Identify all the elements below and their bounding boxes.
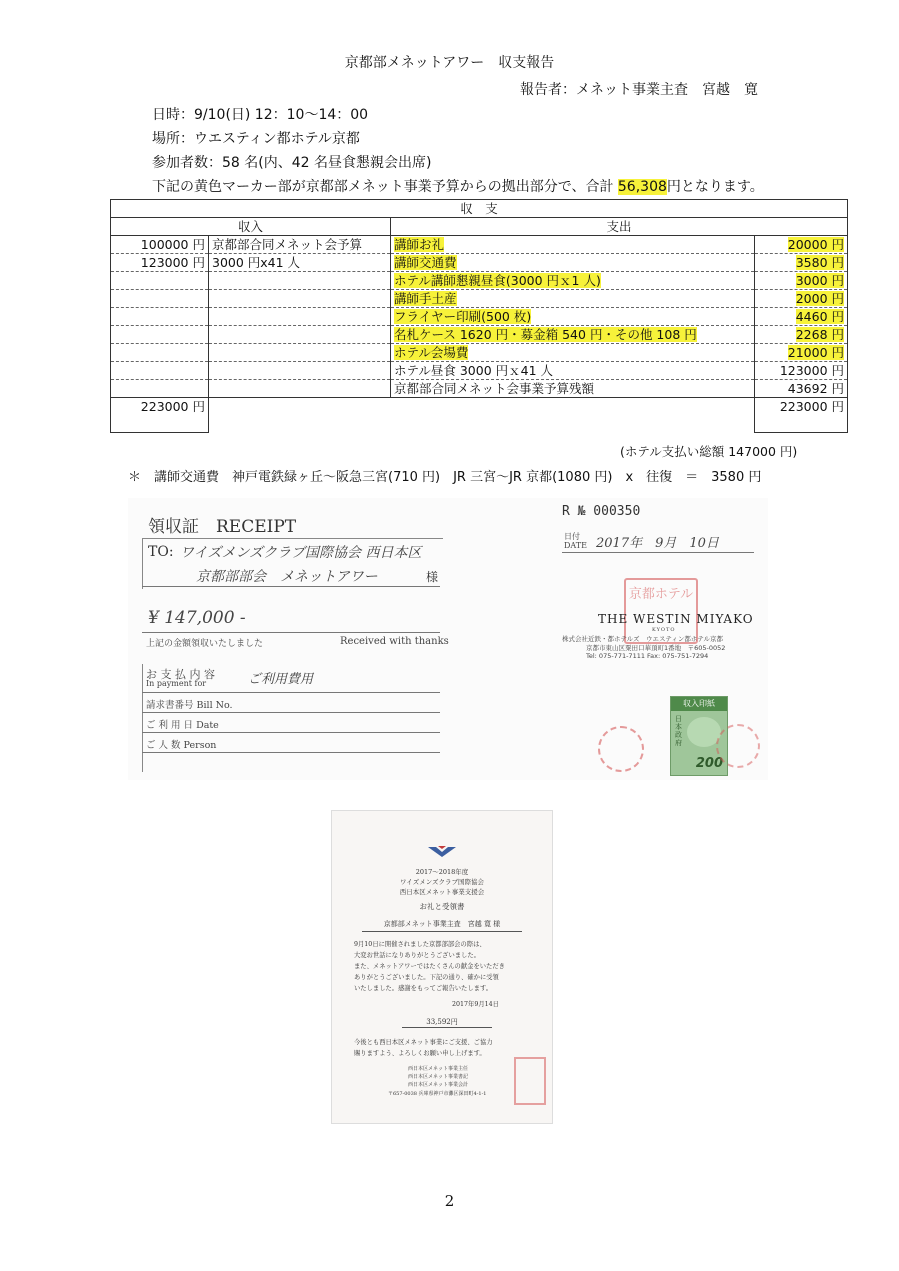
income-label <box>209 272 391 290</box>
letter-body-5: いたしました。感謝をもってご報告いたします。 <box>354 985 493 992</box>
expense-amount-text: 20000 円 <box>787 237 845 252</box>
org-seal-stamp <box>514 1057 546 1105</box>
income-amount <box>111 290 209 308</box>
letter-body-4: ありがとうございました。下記の通り、確かに受領 <box>354 974 499 981</box>
expense-amount: 43692 円 <box>755 380 848 398</box>
expense-label-text: 講師交通費 <box>394 255 457 270</box>
expense-total: 223000 円 <box>755 398 848 433</box>
expense-label-text: フライヤー印刷(500 枚) <box>394 309 532 324</box>
payment-label-en: In payment for <box>146 679 207 688</box>
income-amount <box>111 272 209 290</box>
income-label <box>209 308 391 326</box>
date-label: 日付 DATE <box>564 532 587 550</box>
expense-amount-text: 4460 円 <box>795 309 845 324</box>
receipt-number: R № 000350 <box>562 504 641 519</box>
expense-amount <box>755 290 848 308</box>
expense-label-text: ホテル会場費 <box>394 345 469 360</box>
cancel-seal-stamp-2 <box>716 724 760 768</box>
income-label <box>209 326 391 344</box>
hotel-company: 株式会社近鉄・都ホテルズ ウエスティン都ホテル京都 <box>562 635 724 643</box>
table-row <box>111 326 848 344</box>
expense-label-text: 講師お礼 <box>394 237 445 252</box>
income-amount: 100000 円 <box>111 236 209 254</box>
notice-amount: 56,308 <box>617 179 667 195</box>
expense-label: 京都部合同メネット会事業予算残額 <box>391 380 755 398</box>
expense-amount-text: 2268 円 <box>795 327 845 342</box>
expense-label <box>391 254 755 272</box>
expense-label-text: ホテル講師懇親昼食(3000 円ｘ1 人) <box>394 273 601 288</box>
expense-amount <box>755 326 848 344</box>
date-value: 2017年 9月 10日 <box>596 536 719 551</box>
expense-amount <box>755 236 848 254</box>
expense-label <box>391 272 755 290</box>
expense-label <box>391 344 755 362</box>
revenue-stamp-value: 200 <box>695 756 723 771</box>
expense-amount <box>755 272 848 290</box>
table-row <box>111 236 848 254</box>
event-attendees: 参加者数：58 名(内、42 名昼食懇親会出席) <box>152 155 432 171</box>
page-number: 2 <box>444 1192 455 1210</box>
table-row <box>111 380 848 398</box>
income-header: 収入 <box>111 218 391 236</box>
income-label <box>209 344 391 362</box>
letter-closing-1: 今後とも西日本区メネット事業にご支援、ご協力 <box>354 1039 493 1046</box>
to-label: TO: <box>148 544 174 560</box>
hotel-paid-total: (ホテル支払い総額 147000 円) <box>620 444 798 459</box>
income-label <box>209 362 391 380</box>
income-amount <box>111 308 209 326</box>
to-line2: 京都部部会 メネットアワー <box>196 569 378 585</box>
bill-label: 請求書番号 Bill No. <box>146 700 233 711</box>
hotel-sub: KYOTO <box>652 627 676 633</box>
event-venue: 場所：ウエスティン都ホテル京都 <box>152 131 360 147</box>
to-line1: ワイズメンズクラブ国際協会 西日本区 <box>180 545 422 561</box>
reporter-line: 報告者：メネット事業主査 宮越 寛 <box>520 82 758 98</box>
income-amount <box>111 362 209 380</box>
received-en: Received with thanks <box>340 636 449 647</box>
expense-header: 支出 <box>391 218 848 236</box>
payment-label: お 支 払 内 容 <box>146 668 215 681</box>
letter-committee: 西日本区メネット事業支援会 <box>399 888 485 896</box>
hotel-tel: Tel: 075-771-7111 Fax: 075-751-7294 <box>586 652 709 660</box>
receipt-title: 領収証 RECEIPT <box>148 517 297 537</box>
ledger-table <box>110 199 848 433</box>
expense-amount-text: 2000 円 <box>795 291 845 306</box>
letter-amount: 33,592円 <box>426 1018 458 1026</box>
hotel-receipt <box>128 498 768 780</box>
hotel-seal-stamp: 京都ホテル <box>624 578 698 644</box>
expense-amount: 123000 円 <box>755 362 848 380</box>
expense-amount <box>755 254 848 272</box>
sama-label: 様 <box>426 570 439 584</box>
expense-label <box>391 236 755 254</box>
expense-amount <box>755 344 848 362</box>
expense-label <box>391 326 755 344</box>
expense-amount-text: 3580 円 <box>795 255 845 270</box>
table-row <box>111 344 848 362</box>
income-label: 3000 円x41 人 <box>209 254 391 272</box>
total-spacer <box>209 398 755 433</box>
income-total: 223000 円 <box>111 398 209 433</box>
letter-year: 2017～2018年度 <box>415 868 469 876</box>
ys-logo-icon <box>428 845 456 859</box>
income-amount <box>111 344 209 362</box>
revenue-stamp-label: 収入印紙 <box>671 697 727 711</box>
expense-amount-text: 3000 円 <box>795 273 845 288</box>
event-date: 日時：9/10(日) 12：10～14：00 <box>152 107 369 123</box>
ledger-header: 収 支 <box>111 200 848 218</box>
received-jp: 上記の金額領収いたしました <box>146 639 264 649</box>
income-label: 京都部合同メネット会予算 <box>209 236 391 254</box>
letter-sign-2: 西日本区メネット事業書記 <box>408 1074 469 1080</box>
letter-body-2: 大変お世話になりありがとうございました。 <box>354 952 480 959</box>
expense-amount-text: 21000 円 <box>787 345 845 360</box>
budget-notice <box>152 176 764 196</box>
payment-value: ご利用費用 <box>248 672 314 687</box>
income-label <box>209 380 391 398</box>
fare-note: ＊ 講師交通費 神戸電鉄緑ヶ丘～阪急三宮(710 円) JR 三宮～JR 京都(1080 円) x 往復 ＝ 3580 円 <box>128 470 762 485</box>
cancel-seal-stamp <box>598 726 644 772</box>
expense-label <box>391 290 755 308</box>
letter-closing-2: 賜りますよう、よろしくお願い申し上げます。 <box>354 1050 486 1057</box>
letter-address: 〒657-0038 兵庫県神戸市灘区深田町4-1-1 <box>388 1091 487 1097</box>
letter-title: お礼と受領書 <box>419 902 465 911</box>
receipt-amount: ¥ 147,000 - <box>148 608 246 628</box>
total-row <box>111 398 848 433</box>
expense-label-text: 講師手土産 <box>394 291 457 306</box>
income-amount: 123000 円 <box>111 254 209 272</box>
letter-body-1: 9月10日に開催されました京都部部会の際は、 <box>354 941 486 948</box>
hotel-address: 京都市東山区粟田口華頂町1番地 〒605-0052 <box>586 644 726 652</box>
letter-addressee: 京都部メネット事業主査 宮越 寛 様 <box>383 920 501 928</box>
expense-amount <box>755 308 848 326</box>
persons-label: ご 人 数 Person <box>146 740 217 751</box>
letter-body-3: また、メネットアワーではたくさんの献金をいただき <box>354 963 505 970</box>
table-row <box>111 272 848 290</box>
table-row <box>111 290 848 308</box>
table-row <box>111 362 848 380</box>
hotel-name: THE WESTIN MIYAKO <box>598 612 754 626</box>
table-row <box>111 308 848 326</box>
report-title: 京都部メネットアワー 収支報告 <box>344 55 555 71</box>
thank-you-letter <box>331 810 553 1124</box>
notice-suffix: 円となります。 <box>666 179 764 195</box>
income-amount <box>111 380 209 398</box>
revenue-stamp-issuer: 日本政府 <box>675 715 682 747</box>
expense-label <box>391 308 755 326</box>
notice-prefix: 下記の黄色マーカー部が京都部メネット事業予算からの拠出部分で、合計 <box>152 179 618 195</box>
letter-sign-3: 西日本区メネット事業会計 <box>408 1082 469 1088</box>
letter-org: ワイズメンズクラブ国際協会 <box>399 878 485 886</box>
letter-sign-1: 西日本区メネット事業主任 <box>408 1066 469 1072</box>
expense-label-text: 名札ケース 1620 円・募金箱 540 円・その他 108 円 <box>394 327 697 342</box>
income-label <box>209 290 391 308</box>
expense-label: ホテル昼食 3000 円ｘ41 人 <box>391 362 755 380</box>
use-date-label: ご 利 用 日 Date <box>146 720 219 731</box>
letter-date: 2017年9月14日 <box>452 1001 499 1008</box>
income-amount <box>111 326 209 344</box>
table-row <box>111 254 848 272</box>
